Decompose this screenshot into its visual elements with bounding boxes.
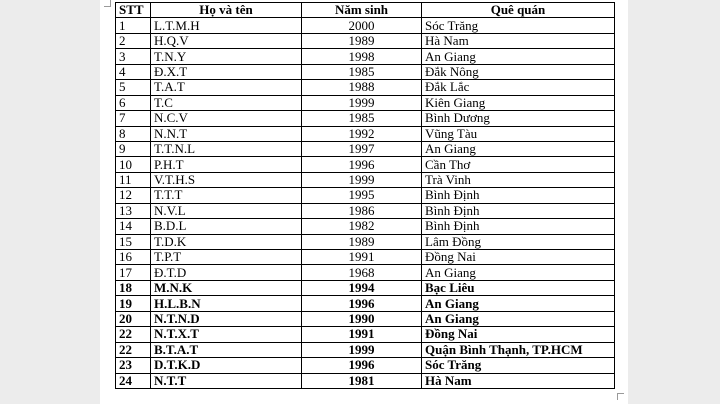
cell-stt: 8 (116, 126, 151, 141)
cell-hometown: Đắk Nông (422, 64, 615, 79)
cell-name: V.T.H.S (151, 172, 302, 187)
cell-birth-year: 1992 (302, 126, 422, 141)
people-table (115, 2, 615, 389)
table-row (116, 219, 615, 234)
cell-name: P.H.T (151, 157, 302, 172)
cell-birth-year: 1999 (302, 95, 422, 110)
cell-hometown: Trà Vinh (422, 172, 615, 187)
header-birth-year: Năm sinh (302, 3, 422, 18)
cell-name: N.T.X.T (151, 327, 302, 342)
table-row (116, 95, 615, 110)
cell-stt: 16 (116, 250, 151, 265)
cell-hometown: An Giang (422, 296, 615, 311)
table-row (116, 64, 615, 79)
table-row (116, 250, 615, 265)
cell-birth-year: 1986 (302, 203, 422, 218)
cell-birth-year: 1968 (302, 265, 422, 280)
cell-stt: 5 (116, 80, 151, 95)
cell-name: T.T.N.L (151, 141, 302, 156)
cell-hometown: Sóc Trăng (422, 18, 615, 33)
table-row (116, 234, 615, 249)
cell-hometown: Bình Định (422, 203, 615, 218)
table-header (116, 3, 615, 18)
cell-stt: 1 (116, 18, 151, 33)
cell-birth-year: 1982 (302, 219, 422, 234)
cell-birth-year: 1996 (302, 358, 422, 373)
cell-stt: 22 (116, 342, 151, 357)
header-hometown: Quê quán (422, 3, 615, 18)
table-row (116, 49, 615, 64)
cell-birth-year: 1998 (302, 49, 422, 64)
table-row (116, 327, 615, 342)
cell-birth-year: 1989 (302, 33, 422, 48)
cell-stt: 9 (116, 141, 151, 156)
table-row (116, 111, 615, 126)
cell-hometown: An Giang (422, 141, 615, 156)
header-row (116, 3, 615, 18)
cell-birth-year: 1990 (302, 311, 422, 326)
cell-birth-year: 1997 (302, 141, 422, 156)
cell-name: N.N.T (151, 126, 302, 141)
cell-birth-year: 1985 (302, 111, 422, 126)
cell-stt: 18 (116, 280, 151, 295)
cell-hometown: Đồng Nai (422, 327, 615, 342)
header-stt: STT (116, 3, 151, 18)
cell-birth-year: 1981 (302, 373, 422, 388)
cell-stt: 15 (116, 234, 151, 249)
cell-hometown: An Giang (422, 265, 615, 280)
table-row (116, 33, 615, 48)
cell-name: N.T.N.D (151, 311, 302, 326)
table-row (116, 188, 615, 203)
cell-name: T.C (151, 95, 302, 110)
table-row (116, 373, 615, 388)
cell-stt: 10 (116, 157, 151, 172)
cell-stt: 20 (116, 311, 151, 326)
cell-stt: 6 (116, 95, 151, 110)
cell-hometown: Sóc Trăng (422, 358, 615, 373)
table-row (116, 311, 615, 326)
cell-hometown: Bình Định (422, 219, 615, 234)
cell-hometown: Đồng Nai (422, 250, 615, 265)
table-row (116, 280, 615, 295)
cell-hometown: Bình Định (422, 188, 615, 203)
cell-birth-year: 1994 (302, 280, 422, 295)
cell-birth-year: 1996 (302, 157, 422, 172)
cell-birth-year: 1988 (302, 80, 422, 95)
cell-stt: 19 (116, 296, 151, 311)
table-row (116, 141, 615, 156)
margin-corner-mark-bottom-right (617, 393, 624, 400)
cell-birth-year: 1989 (302, 234, 422, 249)
cell-name: B.D.L (151, 219, 302, 234)
cell-name: Đ.T.D (151, 265, 302, 280)
cell-name: T.D.K (151, 234, 302, 249)
cell-hometown: Lâm Đồng (422, 234, 615, 249)
table-body (116, 18, 615, 389)
table-row (116, 172, 615, 187)
cell-stt: 17 (116, 265, 151, 280)
table-row (116, 296, 615, 311)
cell-stt: 7 (116, 111, 151, 126)
cell-stt: 22 (116, 327, 151, 342)
cell-birth-year: 1995 (302, 188, 422, 203)
cell-birth-year: 1985 (302, 64, 422, 79)
cell-hometown: Đắk Lắc (422, 80, 615, 95)
cell-name: H.Q.V (151, 33, 302, 48)
cell-hometown: Hà Nam (422, 33, 615, 48)
cell-name: H.L.B.N (151, 296, 302, 311)
cell-name: Đ.X.T (151, 64, 302, 79)
cell-stt: 2 (116, 33, 151, 48)
table-row (116, 157, 615, 172)
cell-birth-year: 1991 (302, 327, 422, 342)
table-row (116, 203, 615, 218)
cell-name: T.N.Y (151, 49, 302, 64)
cell-name: T.A.T (151, 80, 302, 95)
table-row (116, 358, 615, 373)
cell-stt: 14 (116, 219, 151, 234)
cell-hometown: Hà Nam (422, 373, 615, 388)
cell-birth-year: 1999 (302, 342, 422, 357)
cell-name: B.T.A.T (151, 342, 302, 357)
cell-hometown: Quận Bình Thạnh, TP.HCM (422, 342, 615, 357)
table-row (116, 126, 615, 141)
cell-hometown: An Giang (422, 49, 615, 64)
table-row (116, 265, 615, 280)
cell-stt: 4 (116, 64, 151, 79)
cell-hometown: Bình Dương (422, 111, 615, 126)
cell-hometown: Kiên Giang (422, 95, 615, 110)
cell-stt: 23 (116, 358, 151, 373)
cell-birth-year: 1999 (302, 172, 422, 187)
cell-birth-year: 1996 (302, 296, 422, 311)
margin-corner-mark-top-left (104, 0, 111, 7)
table-row (116, 18, 615, 33)
cell-name: N.T.T (151, 373, 302, 388)
cell-stt: 13 (116, 203, 151, 218)
cell-stt: 11 (116, 172, 151, 187)
cell-stt: 12 (116, 188, 151, 203)
cell-hometown: Cần Thơ (422, 157, 615, 172)
cell-hometown: Bạc Liêu (422, 280, 615, 295)
cell-name: N.V.L (151, 203, 302, 218)
header-name: Họ và tên (151, 3, 302, 18)
cell-stt: 24 (116, 373, 151, 388)
cell-name: T.T.T (151, 188, 302, 203)
cell-hometown: Vũng Tàu (422, 126, 615, 141)
cell-stt: 3 (116, 49, 151, 64)
cell-birth-year: 1991 (302, 250, 422, 265)
table-row (116, 80, 615, 95)
cell-name: N.C.V (151, 111, 302, 126)
table-row (116, 342, 615, 357)
cell-birth-year: 2000 (302, 18, 422, 33)
cell-name: T.P.T (151, 250, 302, 265)
cell-name: L.T.M.H (151, 18, 302, 33)
cell-hometown: An Giang (422, 311, 615, 326)
cell-name: D.T.K.D (151, 358, 302, 373)
cell-name: M.N.K (151, 280, 302, 295)
